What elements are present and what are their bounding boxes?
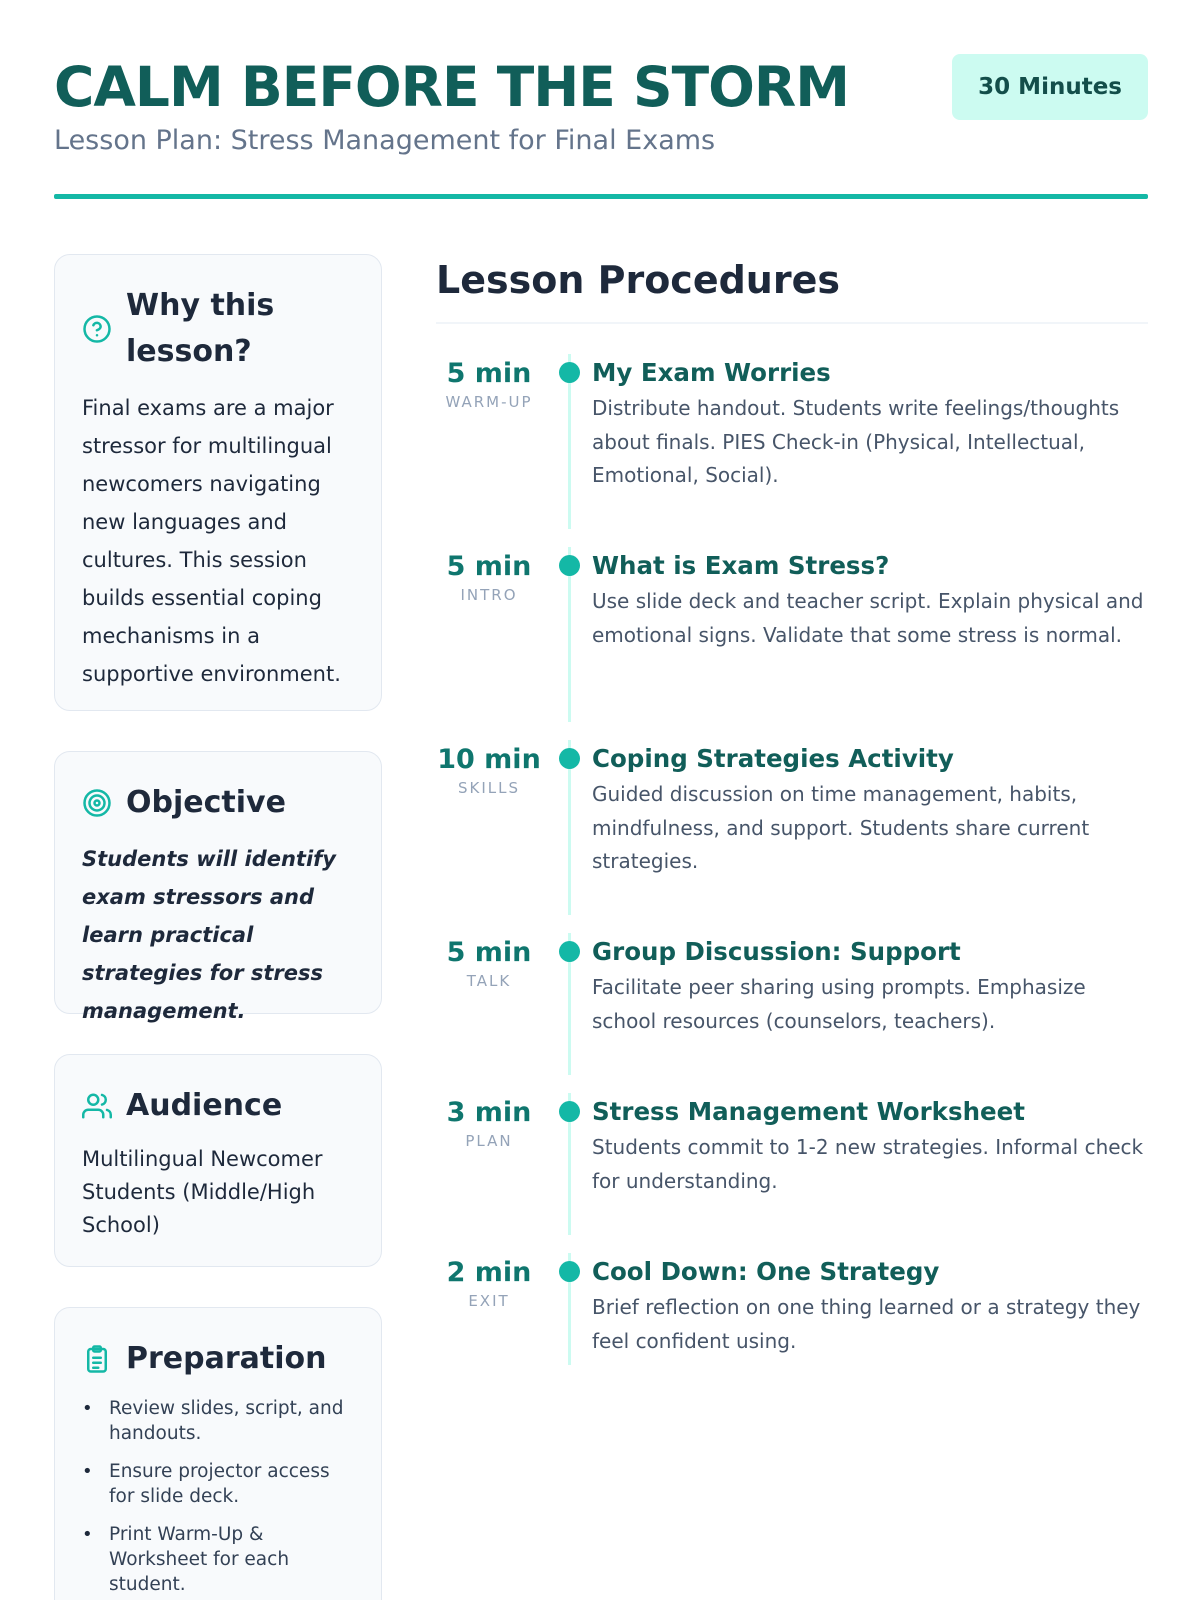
procedures-rule <box>436 322 1148 324</box>
lesson-header <box>54 52 1148 160</box>
step-duration: 10 min <box>437 744 541 775</box>
timeline-step <box>436 1075 1148 1235</box>
objective-title: Objective <box>126 785 286 820</box>
timeline-step <box>436 529 1148 722</box>
why-card <box>54 254 382 711</box>
preparation-title: Preparation <box>126 1341 327 1376</box>
step-phase: PLAN <box>465 1132 513 1150</box>
step-title: Cool Down: One Strategy <box>592 1257 940 1286</box>
audience-title: Audience <box>126 1088 283 1123</box>
timeline-dot <box>559 941 580 962</box>
timeline <box>436 336 1148 1365</box>
objective-body: Students will identify exam stressors and learn practical strategies for stress management. <box>82 847 336 1023</box>
timeline-dot <box>559 1261 580 1282</box>
procedures-title: Lesson Procedures <box>436 258 840 302</box>
audience-body: Multilingual Newcomer Students (Middle/High School) <box>82 1147 323 1237</box>
duration-badge: 30 Minutes <box>952 54 1148 120</box>
why-title: Why this lesson? <box>126 288 275 369</box>
timeline-dot <box>559 748 580 769</box>
step-duration: 5 min <box>446 937 532 968</box>
target-icon <box>82 788 112 818</box>
timeline-dot <box>559 555 580 576</box>
step-description: Distribute handout. Students write feelings/thoughts about finals. PIES Check-in (Physical, Intellectual, Emotional, Social). <box>592 396 1120 487</box>
list-item: • Print Warm-Up & Worksheet for each student. <box>82 1522 355 1597</box>
step-description: Students commit to 1-2 new strategies. Informal check for understanding. <box>592 1135 1144 1193</box>
step-title: Group Discussion: Support <box>592 937 961 966</box>
step-phase: TALK <box>466 972 512 990</box>
preparation-list <box>82 1396 355 1597</box>
step-phase: SKILLS <box>457 779 521 797</box>
step-description: Use slide deck and teacher script. Explain physical and emotional signs. Validate that some stress is normal. <box>592 589 1144 647</box>
list-item: • Review slides, script, and handouts. <box>82 1396 355 1446</box>
timeline-step <box>436 1235 1148 1365</box>
lesson-procedures <box>436 254 1148 1365</box>
timeline-dot <box>559 1101 580 1122</box>
step-duration: 5 min <box>446 358 532 389</box>
step-description: Guided discussion on time management, habits, mindfulness, and support. Students share current strategies. <box>592 782 1090 873</box>
step-duration: 2 min <box>446 1257 532 1288</box>
preparation-card <box>54 1307 382 1600</box>
page-title: CALM BEFORE THE STORM <box>54 55 849 119</box>
timeline-step <box>436 722 1148 915</box>
step-phase: WARM-UP <box>445 393 533 411</box>
timeline-step <box>436 915 1148 1075</box>
page-subtitle: Lesson Plan: Stress Management for Final Exams <box>54 125 716 156</box>
question-circle-icon <box>82 314 112 344</box>
step-title: My Exam Worries <box>592 358 831 387</box>
step-duration: 5 min <box>446 551 532 582</box>
header-divider <box>54 194 1148 199</box>
step-title: Stress Management Worksheet <box>592 1097 1025 1126</box>
step-description: Facilitate peer sharing using prompts. Emphasize school resources (counselors, teachers). <box>592 975 1086 1033</box>
timeline-step <box>436 336 1148 529</box>
audience-card <box>54 1054 382 1267</box>
why-body: Final exams are a major stressor for multilingual newcomers navigating new languages and cultures. This session builds essential coping mechanisms in a supportive environment. <box>82 396 341 686</box>
step-title: Coping Strategies Activity <box>592 744 954 773</box>
sidebar <box>54 254 382 1600</box>
timeline-dot <box>559 362 580 383</box>
users-icon <box>82 1091 112 1121</box>
step-duration: 3 min <box>446 1097 532 1128</box>
step-description: Brief reflection on one thing learned or a strategy they feel confident using. <box>592 1295 1141 1353</box>
step-phase: INTRO <box>460 586 518 604</box>
clipboard-icon <box>82 1344 112 1374</box>
step-phase: EXIT <box>468 1292 510 1310</box>
step-title: What is Exam Stress? <box>592 551 890 580</box>
list-item: • Ensure projector access for slide deck. <box>82 1459 355 1509</box>
objective-card <box>54 751 382 1023</box>
